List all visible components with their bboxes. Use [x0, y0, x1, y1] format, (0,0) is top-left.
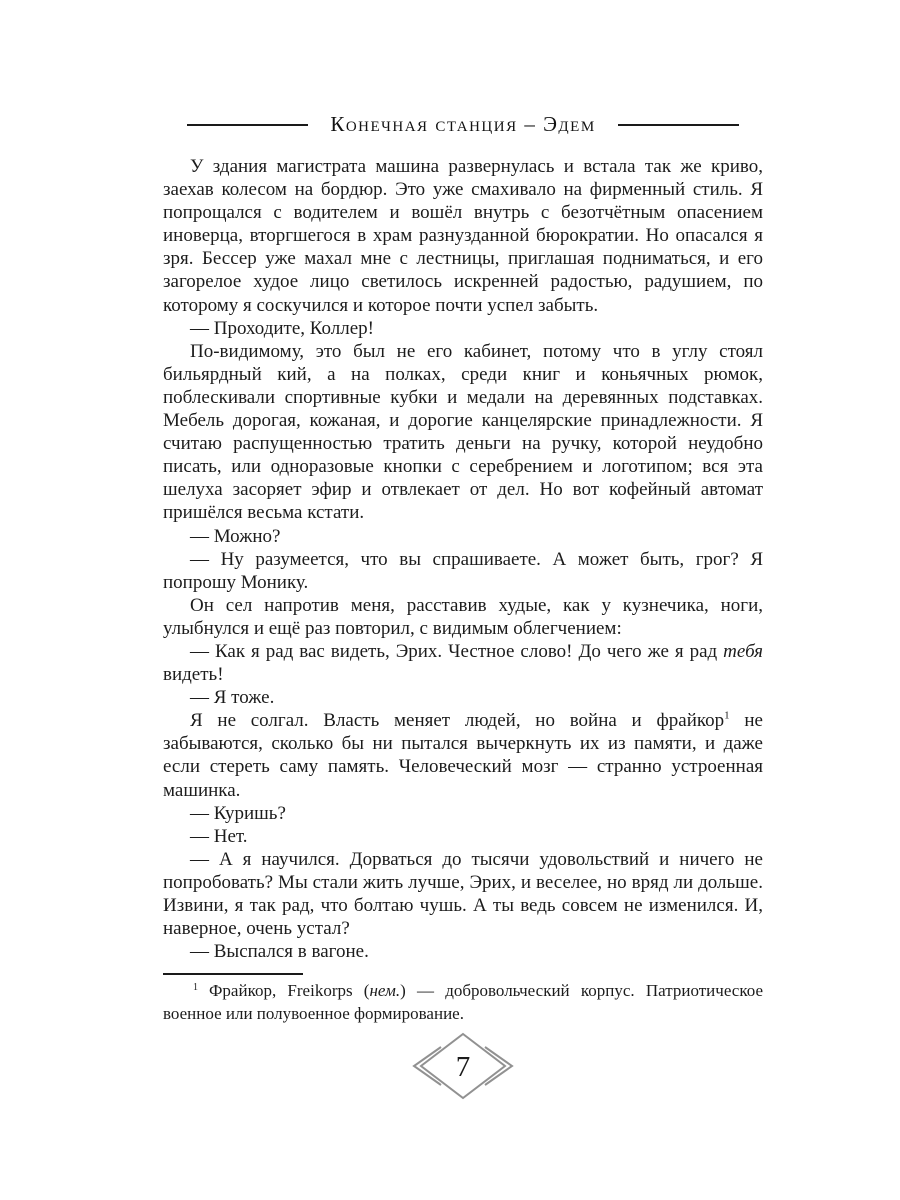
paragraph-dialogue	[163, 548, 763, 594]
paragraph-text: У здания магистрата машина развернулась и встала так же криво, заехав колесом на бордюр. Это уже смахивало на фирменный стиль. Я попрощался с водителем и вошёл внутрь с безотчётным опасением иноверца, вторгшегося в храм разнузданной бюрократии. Но опасался я зря. Бессер уже махал мне с лестницы, приглашая подниматься, и его загорелое худое лицо светилось искренней радостью, радушием, по которому я соскучился и которое почти успел забыть.	[163, 156, 763, 316]
paragraph-dialogue	[163, 686, 763, 709]
paragraph-text: — Я тоже.	[190, 687, 275, 709]
paragraph-dialogue	[163, 525, 763, 548]
header-rule-left	[187, 124, 308, 126]
footnote-text-segment: ) — добровольческий корпус. Патриотическое военное или полувоенное формирование.	[163, 981, 763, 1023]
paragraph	[163, 594, 763, 640]
paragraph-text: Я не солгал. Власть меняет людей, но война и фрайкор	[190, 710, 725, 732]
paragraph-text: — Проходите, Коллер!	[190, 317, 374, 339]
header-rule-right	[618, 124, 739, 126]
paragraph-text: — А я научился. Дорваться до тысячи удовольствий и ничего не попробовать? Мы стали жить лучше, Эрих, и веселее, но вряд ли дольше. Извини, я так рад, что болтаю чушь. А ты ведь совсем не изменился. И, наверное, очень устал?	[163, 848, 763, 940]
footnote-text-italic: нем.	[369, 981, 401, 1001]
paragraph-text: По-видимому, это был не его кабинет, потому что в углу стоял бильярдный кий, а на полках, среди книг и коньячных рюмок, поблескивали спортивные кубки и медали на деревянных подставках. Мебель дорогая, кожаная, и дорогие канцелярские принадлежности. Я считаю распущенностью тратить деньги на ручку, которой неудобно писать, или одноразовые кнопки с серебрением и логотипом; вся эта шелуха засоряет эфир и отвлекает от дел. Но вот кофейный автомат пришёлся весьма кстати.	[163, 340, 763, 524]
body-text	[163, 155, 763, 963]
paragraph-text: Он сел напротив меня, расставив худые, как у кузнечика, ноги, улыбнулся и ещё раз повторил, с видимым облегчением:	[163, 594, 763, 639]
paragraph-text-italic: тебя	[723, 640, 763, 662]
paragraph-dialogue	[163, 848, 763, 940]
page-number-ornament	[405, 1031, 521, 1101]
paragraph-dialogue	[163, 317, 763, 340]
paragraph-dialogue	[163, 940, 763, 963]
page-footer	[163, 1031, 763, 1101]
paragraph-text: не забываются, сколько бы ни пытался вычеркнуть их из памяти, и даже если стереть саму память. Человеческий мозг — странно устроенная машинка.	[163, 710, 763, 801]
footnote-text-segment: Фрайкор, Freikorps (	[209, 981, 370, 1001]
paragraph-dialogue	[163, 802, 763, 825]
footnote-reference-mark: 1	[724, 709, 730, 722]
paragraph-dialogue	[163, 825, 763, 848]
paragraph	[163, 155, 763, 317]
paragraph-text: — Нет.	[190, 825, 248, 847]
page-title: Конечная станция – Эдем	[330, 112, 596, 136]
paragraph-text: — Как я рад вас видеть, Эрих. Честное слово! До чего же я рад	[190, 640, 724, 662]
footnote	[163, 973, 763, 1025]
paragraph-text: — Выспался в вагоне.	[190, 941, 369, 963]
footnote-text	[163, 980, 763, 1025]
footnote-marker: 1	[193, 981, 198, 993]
paragraph-dialogue	[163, 640, 763, 686]
paragraph	[163, 340, 763, 525]
paragraph-text: — Куришь?	[190, 802, 286, 824]
text-column	[163, 0, 763, 1101]
paragraph-text: — Ну разумеется, что вы спрашиваете. А может быть, грог? Я попрошу Монику.	[163, 548, 763, 593]
footnote-rule	[163, 973, 303, 975]
paragraph-text: — Можно?	[190, 525, 281, 547]
paragraph-text: видеть!	[163, 664, 224, 686]
paragraph	[163, 709, 763, 801]
page-number: 7	[455, 1051, 471, 1084]
running-header	[163, 112, 763, 137]
